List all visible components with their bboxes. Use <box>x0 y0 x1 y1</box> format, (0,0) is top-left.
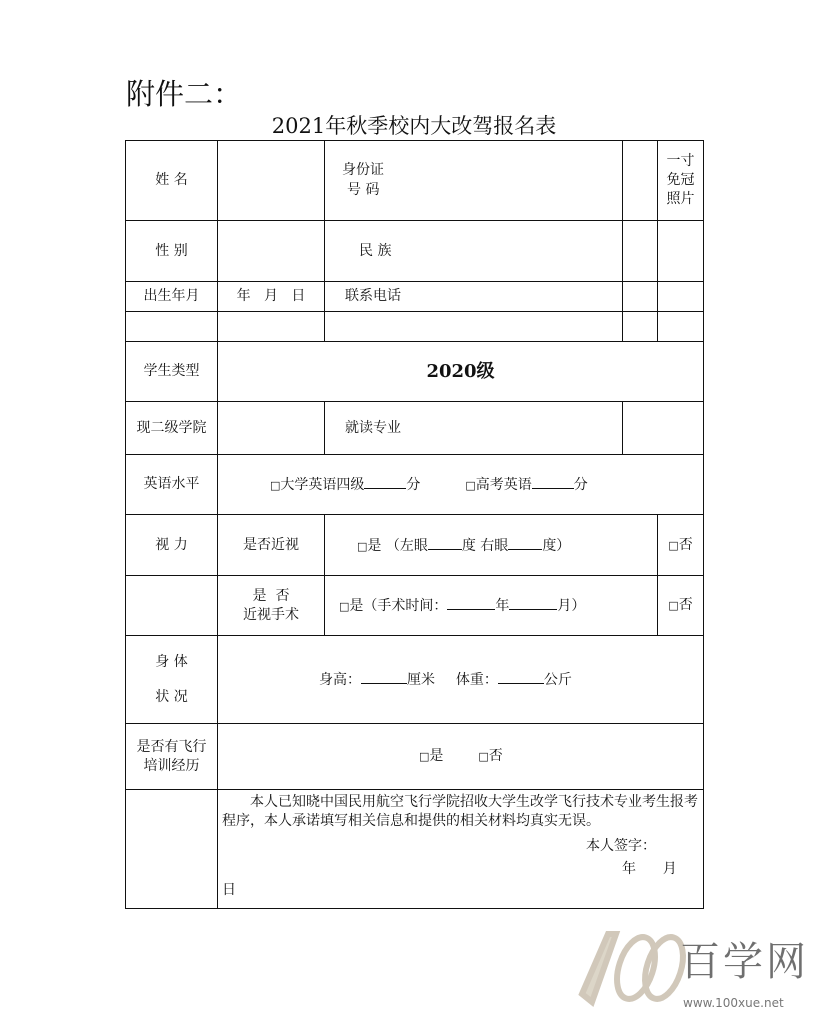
flight-yes-label: 是 <box>429 748 444 764</box>
weight-blank[interactable] <box>498 669 544 684</box>
surgery-no-checkbox[interactable]: □ <box>668 599 679 612</box>
photo-label-3: 照片 <box>666 191 695 207</box>
myopia-label: 是否近视 <box>218 515 325 576</box>
gaokao-unit: 分 <box>573 477 588 493</box>
flight-no-label: 否 <box>488 748 503 764</box>
cet4-label: 大学英语四级 <box>280 477 365 493</box>
phone-label: 联系电话 <box>325 282 623 312</box>
watermark-brand: 百学网 <box>680 939 809 985</box>
myopia-no-label: 否 <box>678 536 693 553</box>
row-flight-training <box>126 724 704 790</box>
blank-cell-2[interactable] <box>218 312 325 342</box>
id-label-line1: 身份证 <box>342 162 384 178</box>
height-unit: 厘米 <box>407 672 435 688</box>
surgery-no-option <box>658 576 704 636</box>
flight-yes-checkbox[interactable]: □ <box>419 750 430 763</box>
right-eye-unit: 度） <box>542 537 571 554</box>
surgery-month-unit: 月） <box>557 598 586 614</box>
surgery-label-2: 近视手术 <box>243 606 299 623</box>
surgery-yes-checkbox[interactable]: □ <box>339 600 350 613</box>
english-label: 英语水平 <box>126 455 218 515</box>
myopia-yes-prefix: 是 （左眼 <box>367 537 428 554</box>
myopia-yes-option <box>325 515 658 576</box>
row-name <box>126 141 704 221</box>
blank-cell-5[interactable] <box>658 312 704 342</box>
myopia-no-checkbox[interactable]: □ <box>668 538 679 552</box>
flight-no-checkbox[interactable]: □ <box>478 750 489 763</box>
left-eye-blank[interactable] <box>428 535 462 550</box>
name-label: 姓 名 <box>126 141 218 221</box>
gaokao-score-blank[interactable] <box>532 474 574 489</box>
declaration-empty-cell <box>126 790 218 909</box>
attachment-label: 附件二： <box>126 77 243 111</box>
height-label: 身高： <box>319 672 361 688</box>
cet4-score-blank[interactable] <box>364 474 406 489</box>
row-body <box>126 636 704 724</box>
row-declaration <box>126 790 704 909</box>
body-label <box>126 636 218 724</box>
myopia-no-option <box>658 515 704 576</box>
signature-label: 本人签字： <box>586 838 656 854</box>
major-field[interactable] <box>623 402 704 455</box>
signature-date-day: 日 <box>222 882 236 898</box>
id-label-line2: 号 码 <box>347 182 380 198</box>
left-eye-unit: 度 右眼 <box>461 537 509 554</box>
registration-form-table <box>125 140 704 909</box>
photo-box[interactable] <box>658 141 704 221</box>
row-english <box>126 455 704 515</box>
gender-field[interactable] <box>218 221 325 282</box>
blank-cell-3[interactable] <box>325 312 623 342</box>
row-surgery <box>126 576 704 636</box>
declaration-text: 本人已知晓中国民用航空飞行学院招收大学生改学飞行技术专业考生报考程序，本人承诺填写相关信息和提供的相关材料均真实无误。 <box>222 794 698 829</box>
blank-cell-4[interactable] <box>623 312 658 342</box>
name-field[interactable] <box>218 141 325 221</box>
blank-cell-1[interactable] <box>126 312 218 342</box>
photo-label-1: 一寸 <box>666 153 695 169</box>
flight-label-1: 是否有飞行 <box>136 738 207 755</box>
flight-label <box>126 724 218 790</box>
myopia-yes-checkbox[interactable]: □ <box>357 539 368 553</box>
weight-label: 体重： <box>455 672 498 688</box>
flight-label-2: 培训经历 <box>143 757 200 774</box>
declaration-cell <box>218 790 704 909</box>
row-vision <box>126 515 704 576</box>
vision-label: 视 力 <box>126 515 218 576</box>
height-blank[interactable] <box>361 669 407 684</box>
gaokao-label: 高考英语 <box>475 477 532 493</box>
row-gender <box>126 221 704 282</box>
row-college <box>126 402 704 455</box>
surgery-month-blank[interactable] <box>509 595 557 610</box>
row-blank <box>126 312 704 342</box>
surgery-no-label: 否 <box>678 597 693 613</box>
phone-field-extra[interactable] <box>658 282 704 312</box>
weight-unit: 公斤 <box>543 672 572 688</box>
ethnicity-label: 民 族 <box>325 221 623 282</box>
cet4-checkbox[interactable]: □ <box>270 479 281 492</box>
major-label: 就读专业 <box>325 402 623 455</box>
body-measurements <box>218 636 704 724</box>
surgery-label <box>218 576 325 636</box>
id-number-cell[interactable] <box>325 141 623 221</box>
student-type-value: 2020级 <box>218 342 704 402</box>
row-student-type <box>126 342 704 402</box>
cet4-unit: 分 <box>406 477 421 493</box>
surgery-year-unit: 年 <box>495 598 510 614</box>
surgery-year-blank[interactable] <box>447 595 495 610</box>
ethnicity-field[interactable] <box>623 221 658 282</box>
body-label-2: 状 况 <box>155 688 188 705</box>
english-options <box>218 455 704 515</box>
phone-field[interactable] <box>623 282 658 312</box>
surgery-empty-cell <box>126 576 218 636</box>
college-label: 现二级学院 <box>126 402 218 455</box>
photo-label-2: 免冠 <box>666 172 695 188</box>
student-type-label: 学生类型 <box>126 342 218 402</box>
surgery-yes-prefix: 是（手术时间： <box>349 598 448 614</box>
right-eye-blank[interactable] <box>508 535 542 550</box>
surgery-label-1: 是 否 <box>252 587 290 604</box>
flight-options <box>218 724 704 790</box>
college-field[interactable] <box>218 402 325 455</box>
birth-field[interactable]: 年 月 日 <box>218 282 325 312</box>
photo-area-2 <box>658 221 704 282</box>
birth-label: 出生年月 <box>126 282 218 312</box>
body-label-1: 身 体 <box>155 653 188 670</box>
gaokao-checkbox[interactable]: □ <box>465 479 476 492</box>
signature-date-line: 年 月 <box>622 861 677 877</box>
id-extra-cell[interactable] <box>623 141 658 221</box>
gender-label: 性 别 <box>126 221 218 282</box>
surgery-yes-option <box>325 576 658 636</box>
form-title: 2021年秋季校内大改驾报名表 <box>271 114 557 138</box>
row-birth <box>126 282 704 312</box>
watermark-url: www.100xue.net <box>683 996 784 1010</box>
